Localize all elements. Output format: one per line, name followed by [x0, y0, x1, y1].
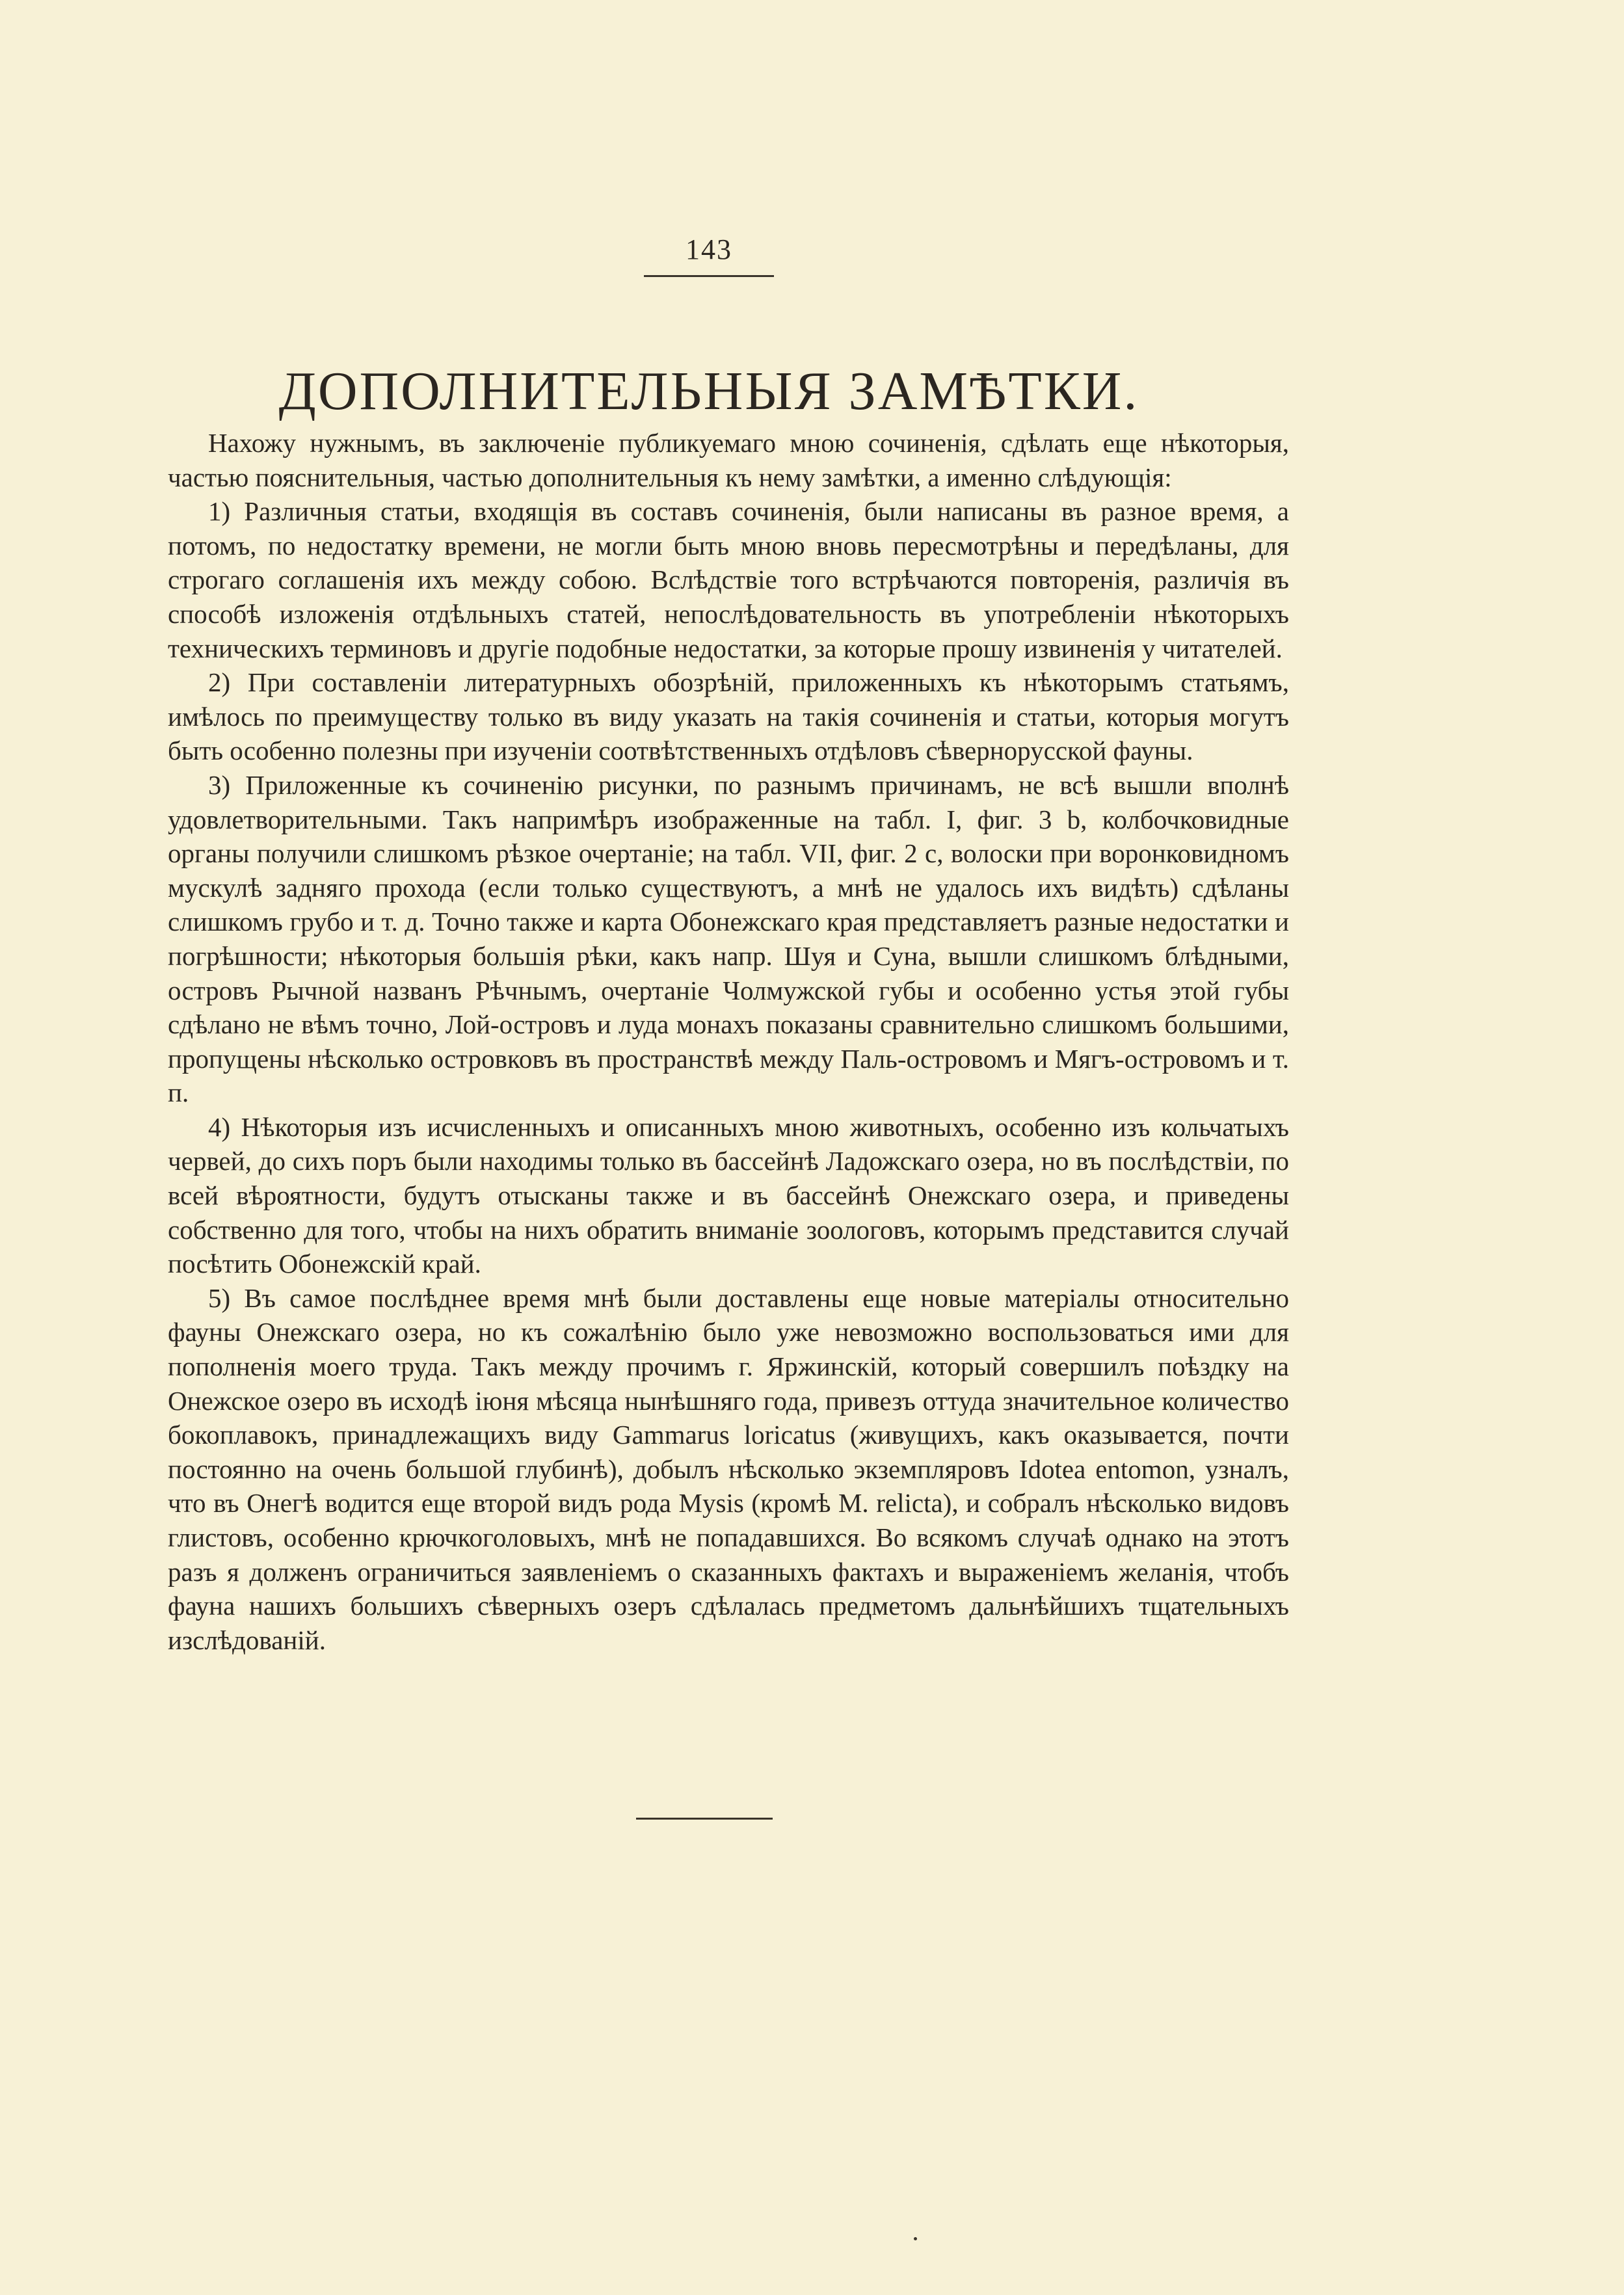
body-text	[168, 426, 1289, 1657]
note-paragraph-4: 4) Нѣкоторыя изъ исчисленныхъ и описанныхъ мною животныхъ, особенно изъ кольчатыхъ червей, до сихъ поръ были находимы только въ бассейнѣ Ладожскаго озера, но въ послѣдствіи, по всей вѣроятности, будутъ отысканы также и въ бассейнѣ Онежскаго озера, и приведены собственно для того, чтобы на нихъ обратить вниманіе зоологовъ, которымъ представится случай посѣтить Обонежскій край.	[168, 1111, 1289, 1279]
page-number: 143	[686, 233, 732, 265]
closing-rule	[636, 1818, 773, 1820]
intro-paragraph: Нахожу нужнымъ, въ заключеніе публикуемаго мною сочиненія, сдѣлать еще нѣкоторыя, частью пояснительныя, частью дополнительныя къ нему замѣтки, а именно слѣдующія:	[168, 428, 1289, 492]
paper-speck	[914, 2237, 917, 2240]
page-number-rule	[644, 275, 774, 277]
note-paragraph-5: 5) Въ самое послѣднее время мнѣ были доставлены еще новые матеріалы относительно фауны Онежскаго озера, но къ сожалѣнію было уже невозможно воспользоваться ими для пополненія моего труда. Такъ между прочимъ г. Яржинскій, который совершилъ поѣздку на Онежское озеро въ исходѣ іюня мѣсяца нынѣшняго года, привезъ оттуда значительное количество бокоплавокъ, принадлежащихъ виду Gammarus loricatus (живущихъ, какъ оказывается, почти постоянно на очень большой глубинѣ), добылъ нѣсколько экземпляровъ Idotea entomon, узналъ, что въ Онегѣ водится еще второй видъ рода Mysis (кромѣ M. relicta), и собралъ нѣсколько видовъ глистовъ, особенно крючкоголовыхъ, мнѣ не попадавшихся. Во всякомъ случаѣ однако на этотъ разъ я долженъ ограничиться заявленіемъ о сказанныхъ фактахъ и выраженіемъ желанія, чтобъ фауна нашихъ большихъ сѣверныхъ озеръ сдѣлалась предметомъ дальнѣйшихъ тщательныхъ изслѣдованій.	[168, 1282, 1289, 1655]
section-heading: ДОПОЛНИТЕЛЬНЫЯ ЗАМѢТКИ.	[278, 361, 1139, 422]
note-paragraph-1: 1) Различныя статьи, входящія въ составъ сочиненія, были написаны въ разное время, а потомъ, по недостатку времени, не могли быть мною вновь пересмотрѣны и передѣланы, для строгаго соглашенія ихъ между собою. Вслѣдствіе того встрѣчаются повторенія, различія въ способѣ изложенія отдѣльныхъ статей, непослѣдовательность въ употребленіи нѣкоторыхъ техническихъ терминовъ и другіе подобные недостатки, за которые прошу извиненія у читателей.	[168, 496, 1289, 663]
note-paragraph-3: 3) Приложенные къ сочиненію рисунки, по разнымъ причинамъ, не всѣ вышли вполнѣ удовлетворительными. Такъ напримѣръ изображенные на табл. I, фиг. 3 b, колбочковидные органы получили слишкомъ рѣзкое очертаніе; на табл. VII, фиг. 2 c, волоски при воронковидномъ мускулѣ задняго прохода (если только существуютъ, а мнѣ не удалось ихъ видѣть) сдѣланы слишкомъ грубо и т. д. Точно также и карта Обонежскаго края представляетъ разные недостатки и погрѣшности; нѣкоторыя большія рѣки, какъ напр. Шуя и Суна, вышли слишкомъ блѣдными, островъ Рычной названъ Рѣчнымъ, очертаніе Чолмужской губы и особенно устья этой губы сдѣлано не вѣмъ точно, Лой-островъ и луда монахъ показаны сравнительно слишкомъ большими, пропущены нѣсколько островковъ въ пространствѣ между Паль-островомъ и Мягъ-островомъ и т. п.	[168, 769, 1289, 1108]
note-paragraph-2: 2) При составленіи литературныхъ обозрѣній, приложенныхъ къ нѣкоторымъ статьямъ, имѣлось по преимуществу только въ виду указать на такія сочиненія и статьи, которыя могутъ быть особенно полезны при изученіи соотвѣтственныхъ отдѣловъ сѣвернорусской фауны.	[168, 667, 1289, 766]
